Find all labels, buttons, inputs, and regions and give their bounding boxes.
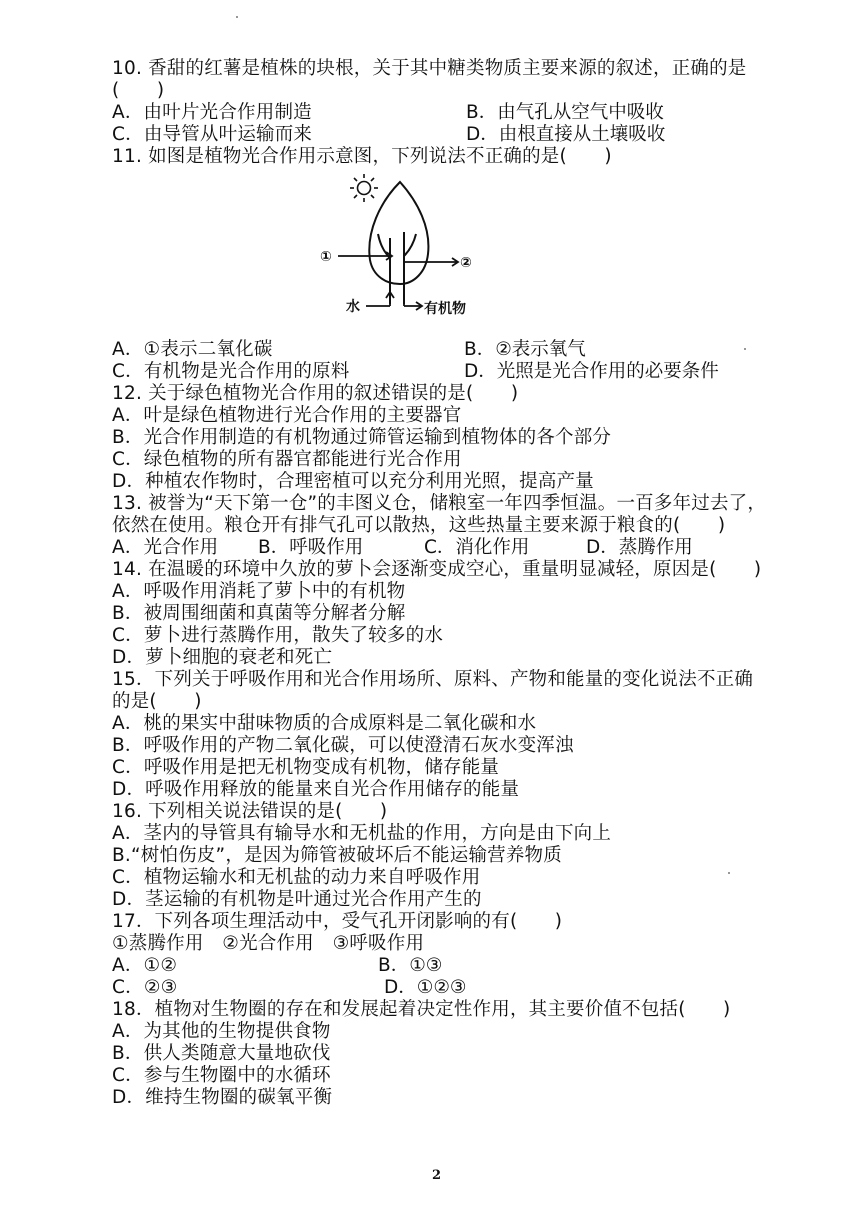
q11-stem: 11. 如图是植物光合作用示意图，下列说法不正确的是( ) [112, 146, 612, 167]
q18-option-c: C．参与生物圈中的水循环 [112, 1065, 331, 1086]
organic-arrow [404, 294, 422, 310]
q13-option-b: B．呼吸作用 [258, 537, 364, 558]
q11-option-c: C．有机物是光合作用的原料 [112, 361, 350, 382]
q17-items: ①蒸腾作用 ②光合作用 ③呼吸作用 [112, 933, 425, 954]
q13-stem-line2: 依然在使用。粮仓开有排气孔可以散热，这些热量主要来源于粮食的( ) [112, 515, 726, 536]
q10-option-a: A．由叶片光合作用制造 [112, 102, 312, 123]
scan-speck [744, 348, 746, 350]
q14-option-a: A．呼吸作用消耗了萝卜中的有机物 [112, 581, 406, 602]
q17-option-d: D．①②③ [384, 977, 467, 998]
water-arrow [366, 292, 394, 306]
input-arrow [338, 252, 392, 260]
scan-speck [728, 872, 730, 874]
q12-stem: 12. 关于绿色植物光合作用的叙述错误的是( ) [112, 383, 519, 404]
q17-option-b: B．①③ [378, 955, 443, 976]
q12-option-b: B．光合作用制造的有机物通过筛管运输到植物体的各个部分 [112, 427, 612, 448]
q13-option-d: D．蒸腾作用 [586, 537, 693, 558]
q18-option-a: A．为其他的生物提供食物 [112, 1021, 331, 1042]
photosynthesis-diagram [318, 172, 488, 322]
output-arrow [404, 258, 458, 266]
q17-option-c: C．②③ [112, 977, 178, 998]
q15-option-a: A．桃的果实中甜味物质的合成原料是二氧化碳和水 [112, 713, 537, 734]
label-2: ② [460, 255, 472, 271]
q12-option-d: D．种植农作物时，合理密植可以充分利用光照，提高产量 [112, 471, 594, 492]
q15-option-c: C．呼吸作用是把无机物变成有机物，储存能量 [112, 757, 500, 778]
q15-stem-line1: 15．下列关于呼吸作用和光合作用场所、原料、产物和能量的变化说法不正确 [112, 669, 754, 690]
q14-option-c: C．萝卜进行蒸腾作用，散失了较多的水 [112, 625, 444, 646]
q15-option-b: B．呼吸作用的产物二氧化碳，可以使澄清石灰水变浑浊 [112, 735, 574, 756]
q13-stem-line1: 13. 被誉为“天下第一仓”的丰图义仓，储粮室一年四季恒温。一百多年过去了， [112, 493, 767, 514]
q18-option-d: D．维持生物圈的碳氧平衡 [112, 1087, 333, 1108]
q13-option-c: C．消化作用 [424, 537, 530, 558]
q10-option-b: B．由气孔从空气中吸收 [466, 102, 664, 123]
q15-option-d: D．呼吸作用释放的能量来自光合作用储存的能量 [112, 779, 520, 800]
q14-option-b: B．被周围细菌和真菌等分解者分解 [112, 603, 406, 624]
q10-option-c: C．由导管从叶运输而来 [112, 124, 313, 145]
q16-option-b: B.“树怕伤皮”，是因为筛管被破坏后不能运输营养物质 [112, 845, 562, 866]
q12-option-a: A．叶是绿色植物进行光合作用的主要器官 [112, 405, 462, 426]
q18-stem: 18．植物对生物圈的存在和发展起着决定性作用，其主要价值不包括( ) [112, 999, 731, 1020]
photosynthesis-diagram-svg [318, 172, 488, 322]
q16-option-a: A．茎内的导管具有输导水和无机盐的作用，方向是由下向上 [112, 823, 612, 844]
q16-option-d: D．茎运输的有机物是叶通过光合作用产生的 [112, 889, 482, 910]
q13-option-a: A．光合作用 [112, 537, 219, 558]
q16-option-c: C．植物运输水和无机盐的动力来自呼吸作用 [112, 867, 481, 888]
q11-option-a: A．①表示二氧化碳 [112, 339, 273, 360]
q10-stem: 10. 香甜的红薯是植株的块根，关于其中糖类物质主要来源的叙述，正确的是 [112, 58, 747, 79]
page-number: 2 [432, 1168, 442, 1183]
q17-stem: 17．下列各项生理活动中，受气孔开闭影响的有( ) [112, 911, 563, 932]
sun-icon [350, 174, 378, 202]
q17-option-a: A．①② [112, 955, 178, 976]
q15-stem-line2: 的是( ) [112, 691, 202, 712]
q10-answer-blank: ( ) [112, 80, 165, 101]
q10-option-d: D．由根直接从土壤吸收 [466, 124, 666, 145]
leaf-outline [369, 182, 428, 284]
q14-stem: 14. 在温暖的环境中久放的萝卜会逐渐变成空心，重量明显减轻，原因是( ) [112, 559, 762, 580]
label-organic-matter: 有机物 [424, 301, 466, 317]
q16-stem: 16. 下列相关说法错误的是( ) [112, 801, 388, 822]
label-1: ① [320, 249, 332, 265]
q11-option-d: D．光照是光合作用的必要条件 [464, 361, 719, 382]
q12-option-c: C．绿色植物的所有器官都能进行光合作用 [112, 449, 462, 470]
q11-option-b: B．②表示氧气 [464, 339, 586, 360]
label-water: 水 [346, 299, 360, 315]
scan-speck [236, 16, 238, 18]
leaf-veins [378, 232, 416, 304]
q14-option-d: D．萝卜细胞的衰老和死亡 [112, 647, 333, 668]
q18-option-b: B．供人类随意大量地砍伐 [112, 1043, 331, 1064]
